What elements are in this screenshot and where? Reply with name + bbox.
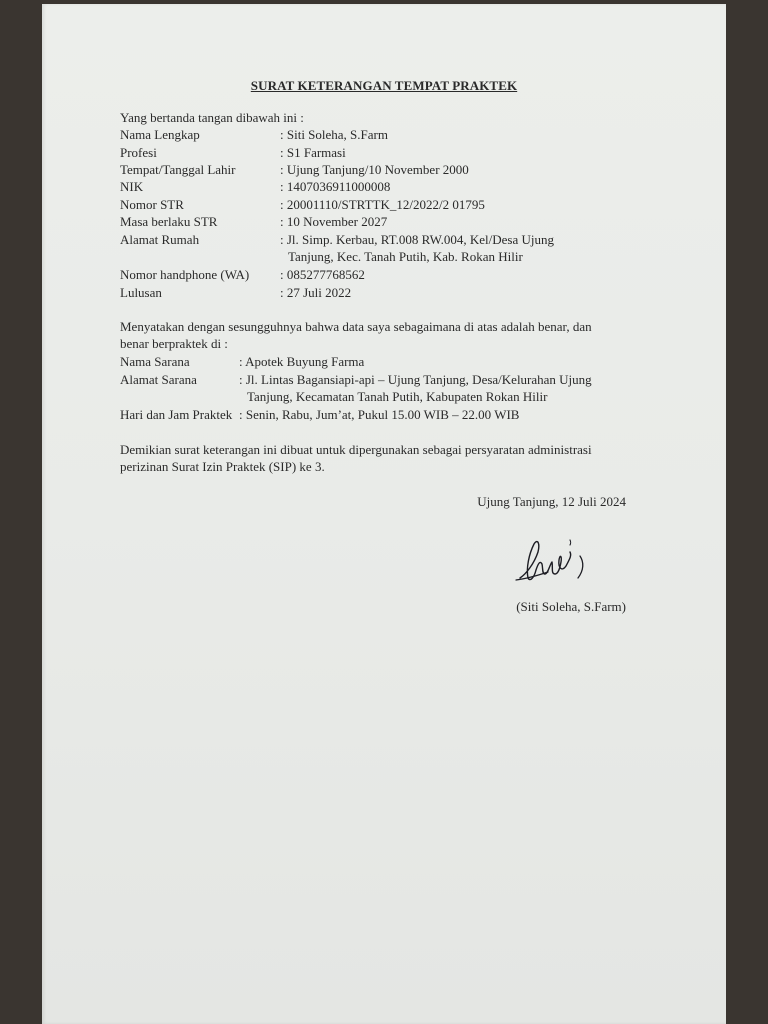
letter-page	[42, 4, 726, 1024]
field-value-ttl: : Ujung Tanjung/10 November 2000	[280, 162, 469, 177]
signatory-name: (Siti Soleha, S.Farm)	[516, 599, 626, 614]
field-value-str: : 20001110/STRTTK_12/2022/2 01795	[280, 197, 485, 212]
field-value-nama: : Siti Soleha, S.Farm	[280, 127, 388, 142]
field-label-lulusan: Lulusan	[120, 285, 162, 300]
field-value-alamat: : Jl. Simp. Kerbau, RT.008 RW.004, Kel/Desa Ujung	[280, 232, 555, 247]
practice-label-alamat-sarana: Alamat Sarana	[120, 372, 197, 387]
practice-value-jam: : Senin, Rabu, Jum’at, Pukul 15.00 WIB – 22.00 WIB	[239, 407, 520, 422]
statement-line-2: benar berpraktek di :	[120, 336, 228, 351]
field-label-nik: NIK	[120, 179, 144, 194]
field-value-alamat-cont: Tanjung, Kec. Tanah Putih, Kab. Rokan Hilir	[288, 249, 523, 264]
field-value-hp: : 085277768562	[280, 267, 365, 282]
field-label-masa-str: Masa berlaku STR	[120, 214, 218, 229]
practice-value-alamat-sarana-cont: Tanjung, Kecamatan Tanah Putih, Kabupaten Rokan Hilir	[247, 389, 548, 404]
document-title: SURAT KETERANGAN TEMPAT PRAKTEK	[250, 78, 518, 93]
field-label-str: Nomor STR	[120, 197, 184, 212]
practice-value-nama-sarana: : Apotek Buyung Farma	[239, 354, 365, 369]
field-label-profesi: Profesi	[120, 145, 157, 160]
statement-line-1: Menyatakan dengan sesungguhnya bahwa data saya sebagaimana di atas adalah benar, dan	[120, 319, 592, 334]
practice-value-alamat-sarana: : Jl. Lintas Bagansiapi-api – Ujung Tanjung, Desa/Kelurahan Ujung	[239, 372, 592, 387]
field-label-ttl: Tempat/Tanggal Lahir	[120, 162, 236, 177]
field-value-lulusan: : 27 Juli 2022	[280, 285, 352, 300]
handwritten-signature-icon	[514, 534, 594, 590]
practice-label-nama-sarana: Nama Sarana	[120, 354, 190, 369]
closing-line-1: Demikian surat keterangan ini dibuat untuk dipergunakan sebagai persyaratan administrasi	[120, 442, 592, 457]
intro-text: Yang bertanda tangan dibawah ini :	[120, 110, 304, 125]
field-value-masa-str: : 10 November 2027	[280, 214, 388, 229]
practice-label-jam: Hari dan Jam Praktek	[120, 407, 233, 422]
closing-line-2: perizinan Surat Izin Praktek (SIP) ke 3.	[120, 459, 325, 474]
field-label-alamat: Alamat Rumah	[120, 232, 200, 247]
field-value-nik: : 1407036911000008	[280, 179, 391, 194]
field-label-nama: Nama Lengkap	[120, 127, 200, 142]
field-label-hp: Nomor handphone (WA)	[120, 267, 250, 282]
place-date: Ujung Tanjung, 12 Juli 2024	[477, 494, 626, 509]
field-value-profesi: : S1 Farmasi	[280, 145, 346, 160]
